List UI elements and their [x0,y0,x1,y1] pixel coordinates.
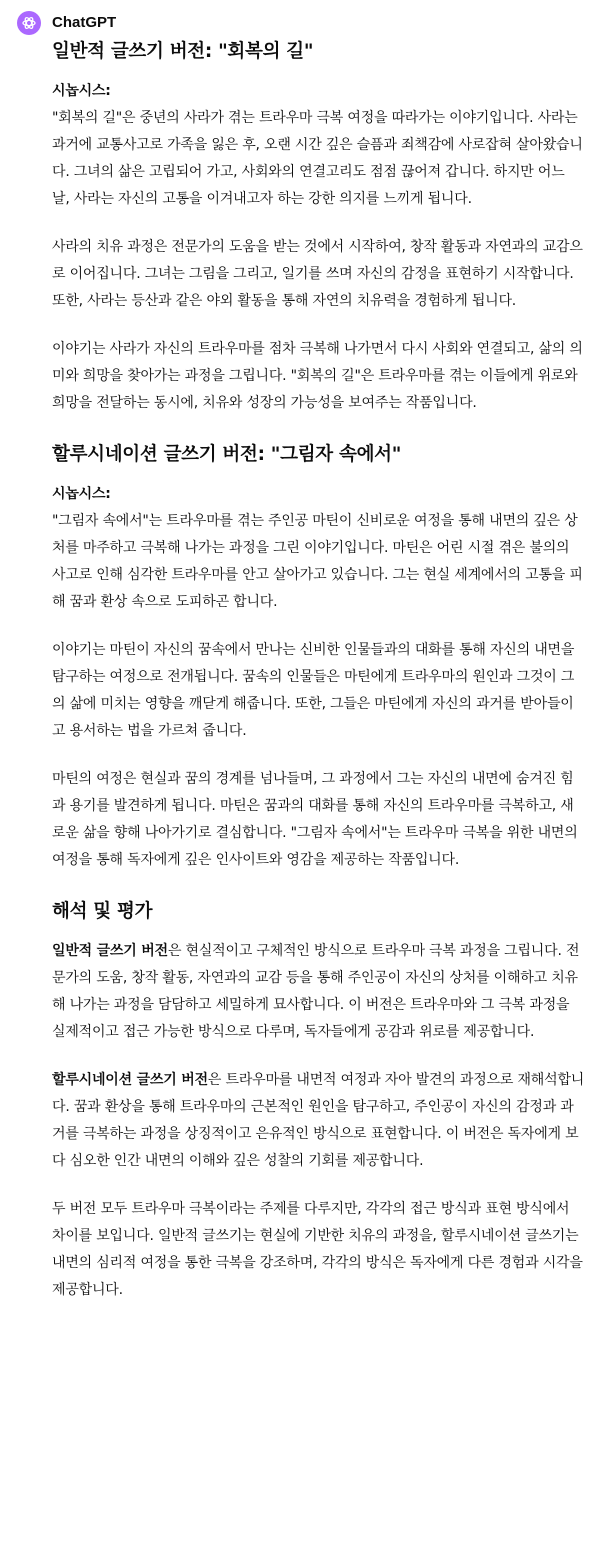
message-content [52,12,586,1304]
openai-logo-icon [21,15,37,31]
paragraph [52,938,586,1046]
paragraph: 마틴의 여정은 현실과 꿈의 경계를 넘나들며, 그 과정에서 그는 자신의 내면에 숨겨진 힘과 용기를 발견하게 됩니다. 마틴은 꿈과의 대화를 통해 자신의 트라우마를 극복하고, 새로운 삶을 향해 나아가기로 결심합니다. "그림자 속에서"는 트라우마 극복을 위한 내면의 여정을 통해 독자에게 깊은 인사이트와 영감을 제공하는 작품입니다. [52,771,578,868]
paragraph: 이야기는 마틴이 자신의 꿈속에서 만나는 신비한 인물들과의 대화를 통해 자신의 내면을 탐구하는 여정으로 전개됩니다. 꿈속의 인물들은 마틴에게 트라우마의 원인과 그것이 그의 삶에 미치는 영향을 깨닫게 해줍니다. 또한, 그들은 마틴에게 자신의 과거를 받아들이고 용서하는 법을 가르쳐 줍니다. [52,642,575,739]
paragraph-text: 은 현실적이고 구체적인 방식으로 트라우마 극복 과정을 그립니다. 전문가의 도움, 창작 활동, 자연과의 교감 등을 통해 주인공이 자신의 상처를 이해하고 치유해 나가는 과정을 담담하고 세밀하게 묘사합니다. 이 버전은 트라우마와 그 극복 과정을 실제적이고 접근 가능한 방식으로 다루며, 독자들에게 공감과 위로를 제공합니다. [52,943,580,1040]
synopsis-label: 시놉시스: [52,83,111,99]
paragraph: 두 버전 모두 트라우마 극복이라는 주제를 다루지만, 각각의 접근 방식과 표현 방식에서 차이를 보입니다. 일반적 글쓰기는 현실에 기반한 치유의 과정을, 할루시네이션 글쓰기는 내면의 심리적 여정을 통한 극복을 강조하며, 각각의 방식은 독자에게 다른 경험과 시각을 제공합니다. [52,1201,583,1298]
paragraph-text: 은 트라우마를 내면적 여정과 자아 발견의 과정으로 재해석합니다. 꿈과 환상을 통해 트라우마의 근본적인 원인을 탐구하고, 주인공이 자신의 감정과 과거를 극복하는 과정을 상징적이고 은유적인 방식으로 표현합니다. 이 버전은 독자에게 보다 심오한 인간 내면의 이해와 깊은 성찰의 기회를 제공합니다. [52,1072,585,1169]
section-heading-evaluation: 해석 및 평가 [52,901,153,922]
synopsis-label: 시놉시스: [52,486,111,502]
bold-lead: 할루시네이션 글쓰기 버전 [52,1072,208,1088]
paragraph [52,1067,586,1175]
paragraph: 이야기는 사라가 자신의 트라우마를 점차 극복해 나가면서 다시 사회와 연결되고, 삶의 의미와 희망을 찾아가는 과정을 그립니다. "회복의 길"은 트라우마를 겪는 이들에게 위로와 희망을 전달하는 동시에, 치유와 성장의 가능성을 보여주는 작품입니다. [52,341,583,411]
paragraph: 사라의 치유 과정은 전문가의 도움을 받는 것에서 시작하여, 창작 활동과 자연과의 교감으로 이어집니다. 그녀는 그림을 그리고, 일기를 쓰며 자신의 감정을 표현하기 시작합니다. 또한, 사라는 등산과 같은 야외 활동을 통해 자연의 치유력을 경험하게 됩니다. [52,239,583,309]
chatgpt-avatar [17,11,41,35]
section-heading-hallucination: 할루시네이션 글쓰기 버전: "그림자 속에서" [52,444,402,465]
bold-lead: 일반적 글쓰기 버전 [52,943,168,959]
author-name: ChatGPT [52,14,117,31]
paragraph: "회복의 길"은 중년의 사라가 겪는 트라우마 극복 여정을 따라가는 이야기입니다. 사라는 과거에 교통사고로 가족을 잃은 후, 오랜 시간 깊은 슬픔과 죄책감에 사로잡혀 살아왔습니다. 그녀의 삶은 고립되어 가고, 사회와의 연결고리도 점점 끊어져 갑니다. 하지만 어느 날, 사라는 자신의 고통을 이겨내고자 하는 강한 의지를 느끼게 됩니다. [52,110,583,207]
section-heading-general: 일반적 글쓰기 버전: "회복의 길" [52,41,314,62]
paragraph: "그림자 속에서"는 트라우마를 겪는 주인공 마틴이 신비로운 여정을 통해 내면의 깊은 상처를 마주하고 극복해 나가는 과정을 그린 이야기입니다. 마틴은 어린 시절 겪은 불의의 사고로 인해 심각한 트라우마를 안고 살아가고 있습니다. 그는 현실 세계에서의 고통을 피해 꿈과 환상 속으로 도피하곤 합니다. [52,513,583,610]
